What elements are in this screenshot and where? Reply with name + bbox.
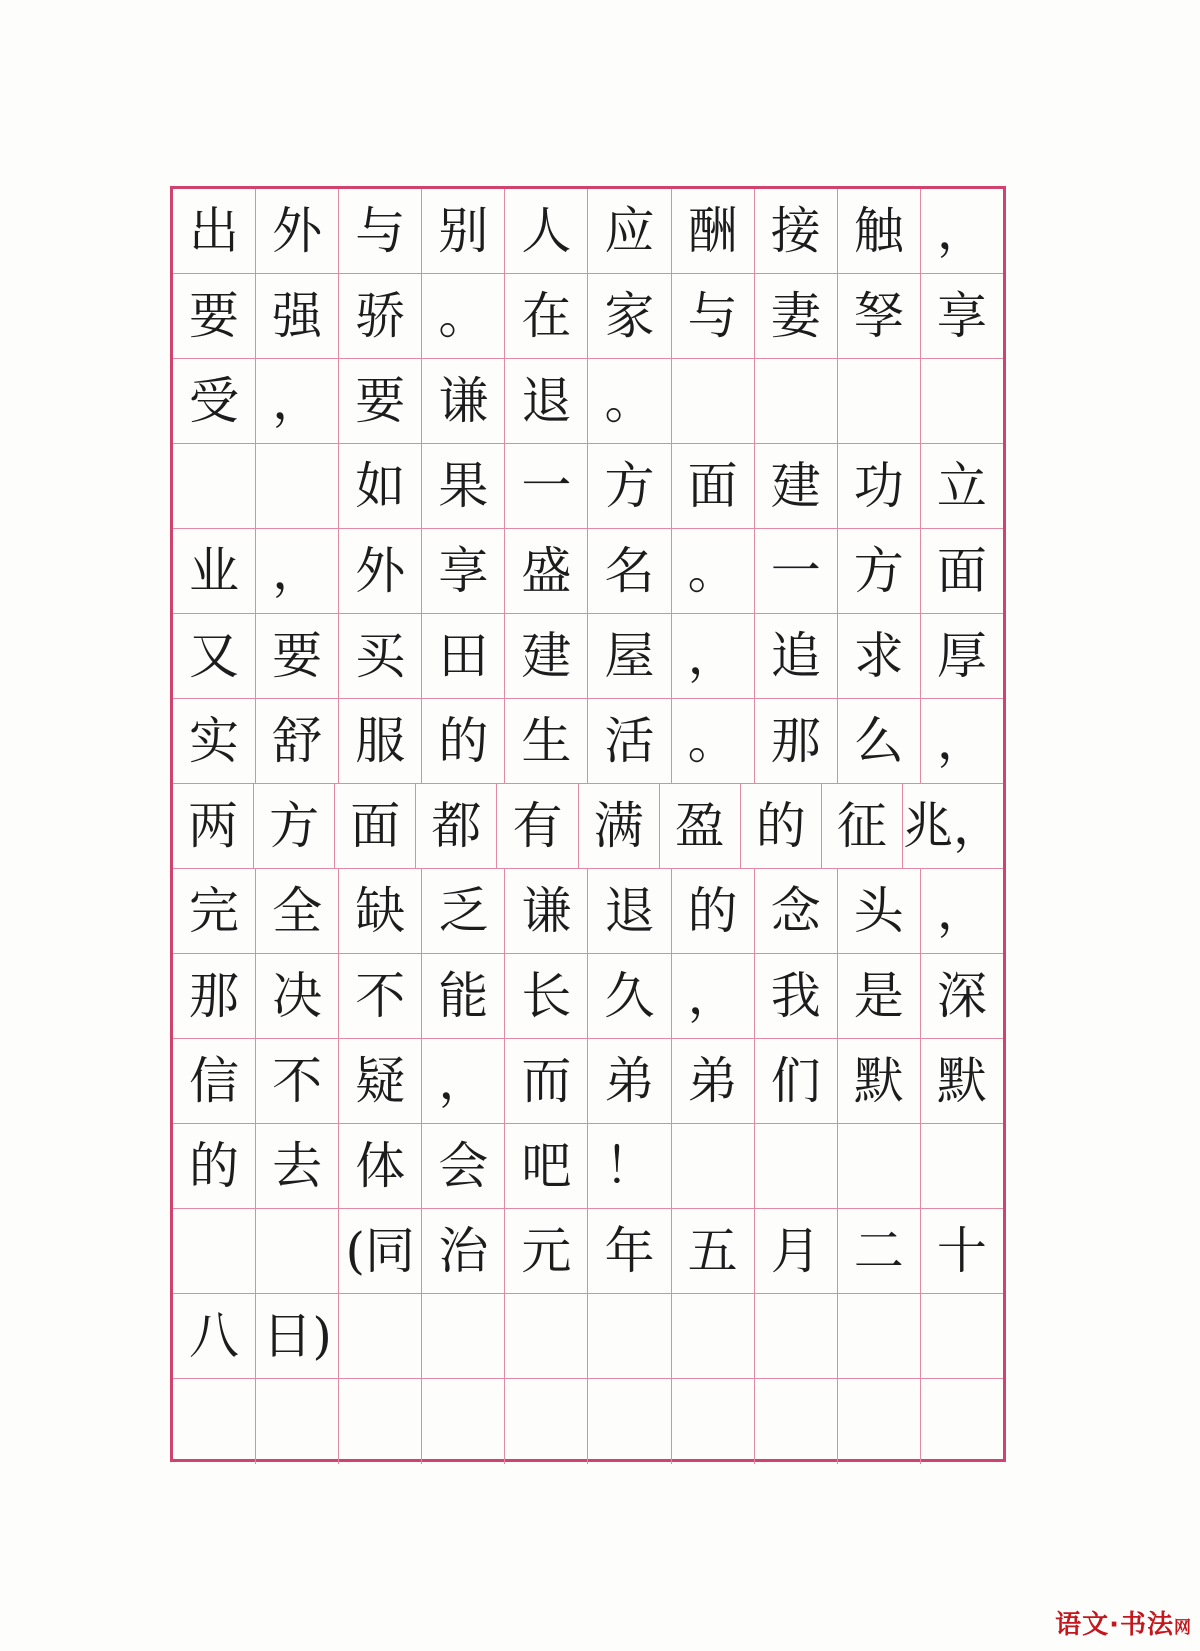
- grid-cell: 享: [936, 287, 987, 345]
- grid-cell: 要: [339, 359, 422, 443]
- grid-cell: 长: [505, 954, 588, 1038]
- grid-cell: 面: [936, 542, 987, 600]
- grid-cell: 方: [588, 444, 671, 528]
- grid-row: [173, 359, 1003, 444]
- site-watermark: [1055, 1604, 1192, 1641]
- grid-cell: 二: [838, 1209, 921, 1293]
- grid-cell: [173, 444, 256, 528]
- grid-cell: 月: [755, 1209, 838, 1293]
- grid-cell: [422, 1379, 505, 1464]
- grid-row: [173, 869, 1003, 954]
- grid-cell: [672, 1379, 755, 1464]
- grid-cell: 不: [256, 1039, 339, 1123]
- grid-cell: 面: [335, 784, 416, 868]
- grid-cell: (同: [339, 1209, 422, 1293]
- grid-cell: 满: [579, 784, 660, 868]
- watermark-suffix: 网: [1174, 1618, 1192, 1638]
- grid-cell: ，: [936, 202, 987, 260]
- grid-cell: 立: [936, 457, 987, 515]
- grid-row: [173, 274, 1003, 359]
- grid-cell: 。: [672, 699, 755, 783]
- grid-cell: 强: [256, 274, 339, 358]
- grid-cell: 接: [755, 189, 838, 273]
- grid-cell: 的: [422, 699, 505, 783]
- grid-cell: 要: [256, 614, 339, 698]
- grid-cell: 那: [755, 699, 838, 783]
- grid-cell: 的: [741, 784, 822, 868]
- grid-cell: 出: [173, 189, 256, 273]
- grid-cell: 信: [173, 1039, 256, 1123]
- grid-cell: 屋: [588, 614, 671, 698]
- grid-cell: ！: [588, 1124, 671, 1208]
- grid-cell: 弟: [672, 1039, 755, 1123]
- grid-cell: [755, 1294, 838, 1378]
- grid-cell: 。: [672, 529, 755, 613]
- grid-row: [173, 1209, 1003, 1294]
- grid-cell: 方: [838, 529, 921, 613]
- grid-cell: 活: [588, 699, 671, 783]
- grid-cell: 买: [339, 614, 422, 698]
- grid-cell: [921, 1294, 1003, 1378]
- grid-cell: 不: [339, 954, 422, 1038]
- grid-row: [173, 699, 1003, 784]
- grid-cell: 如: [339, 444, 422, 528]
- grid-cell: [505, 1294, 588, 1378]
- grid-cell: 吧: [505, 1124, 588, 1208]
- grid-cell: 服: [339, 699, 422, 783]
- grid-cell: 盛: [505, 529, 588, 613]
- grid-cell: 乏: [422, 869, 505, 953]
- grid-row: [173, 444, 1003, 529]
- grid-cell: [256, 1209, 339, 1293]
- grid-cell: 人: [505, 189, 588, 273]
- grid-cell: 酬: [672, 189, 755, 273]
- grid-cell: 盈: [660, 784, 741, 868]
- grid-cell: [588, 1379, 671, 1464]
- grid-cell: ，: [672, 614, 755, 698]
- grid-cell: 久: [588, 954, 671, 1038]
- grid-cell: 五: [672, 1209, 755, 1293]
- grid-cell: 我: [755, 954, 838, 1038]
- grid-cell: 有: [497, 784, 578, 868]
- grid-cell: 默: [838, 1039, 921, 1123]
- grid-cell: ，: [936, 712, 987, 770]
- grid-cell: 求: [838, 614, 921, 698]
- grid-cell: 们: [755, 1039, 838, 1123]
- grid-cell: ，: [256, 529, 339, 613]
- grid-cell: 别: [422, 189, 505, 273]
- grid-cell: 深: [936, 967, 987, 1025]
- grid-cell: 妻: [755, 274, 838, 358]
- grid-row: [173, 529, 1003, 614]
- grid-cell: 而: [505, 1039, 588, 1123]
- grid-cell: [921, 359, 1003, 443]
- grid-cell: [838, 1294, 921, 1378]
- grid-cell: 的: [672, 869, 755, 953]
- grid-cell: 。: [422, 274, 505, 358]
- grid-cell: ，: [672, 954, 755, 1038]
- grid-cell: 果: [422, 444, 505, 528]
- grid-cell: 应: [588, 189, 671, 273]
- grid-cell: 念: [755, 869, 838, 953]
- grid-cell: [838, 1379, 921, 1464]
- grid-cell: 默: [936, 1052, 987, 1110]
- grid-cell: 那: [173, 954, 256, 1038]
- grid-row: [173, 1039, 1003, 1124]
- grid-cell: 建: [755, 444, 838, 528]
- grid-cell: 。: [588, 359, 671, 443]
- grid-cell: [921, 1124, 1003, 1208]
- grid-cell: 退: [588, 869, 671, 953]
- grid-cell: 一: [505, 444, 588, 528]
- grid-cell: 的: [173, 1124, 256, 1208]
- grid-cell: 功: [838, 444, 921, 528]
- grid-cell: 生: [505, 699, 588, 783]
- grid-cell: 建: [505, 614, 588, 698]
- grid-cell: 退: [505, 359, 588, 443]
- grid-cell: 十: [936, 1222, 987, 1280]
- grid-cell: 舒: [256, 699, 339, 783]
- manuscript-grid: [170, 186, 1006, 1462]
- grid-cell: 年: [588, 1209, 671, 1293]
- grid-cell: [173, 1379, 256, 1464]
- grid-cell: [588, 1294, 671, 1378]
- grid-cell: [173, 1209, 256, 1293]
- grid-row: [173, 614, 1003, 699]
- grid-cell: 体: [339, 1124, 422, 1208]
- grid-cell: [672, 359, 755, 443]
- grid-cell: [339, 1294, 422, 1378]
- grid-row: [173, 784, 1003, 869]
- grid-cell: 外: [339, 529, 422, 613]
- grid-cell: ，: [422, 1039, 505, 1123]
- grid-cell: [422, 1294, 505, 1378]
- grid-cell: [755, 1124, 838, 1208]
- grid-cell: ，: [936, 882, 987, 940]
- grid-cell: 兆，: [902, 797, 1003, 855]
- grid-cell: [339, 1379, 422, 1464]
- grid-cell: [672, 1124, 755, 1208]
- grid-cell: 面: [672, 444, 755, 528]
- grid-cell: 日): [256, 1294, 339, 1378]
- grid-cell: 追: [755, 614, 838, 698]
- grid-cell: 触: [838, 189, 921, 273]
- grid-cell: 会: [422, 1124, 505, 1208]
- grid-cell: [755, 359, 838, 443]
- grid-cell: 家: [588, 274, 671, 358]
- grid-cell: 与: [339, 189, 422, 273]
- grid-cell: 享: [422, 529, 505, 613]
- grid-cell: 谦: [422, 359, 505, 443]
- grid-cell: 么: [838, 699, 921, 783]
- grid-cell: [256, 444, 339, 528]
- grid-cell: 谦: [505, 869, 588, 953]
- grid-cell: 外: [256, 189, 339, 273]
- grid-row: [173, 189, 1003, 274]
- grid-cell: 元: [505, 1209, 588, 1293]
- grid-cell: 田: [422, 614, 505, 698]
- grid-cell: 治: [422, 1209, 505, 1293]
- grid-row: [173, 1124, 1003, 1209]
- grid-cell: 能: [422, 954, 505, 1038]
- grid-cell: 名: [588, 529, 671, 613]
- grid-cell: 厚: [936, 627, 987, 685]
- grid-cell: 弟: [588, 1039, 671, 1123]
- grid-cell: 征: [822, 784, 903, 868]
- grid-row: [173, 1379, 1003, 1464]
- grid-cell: 决: [256, 954, 339, 1038]
- grid-cell: 业: [173, 529, 256, 613]
- grid-cell: [838, 1124, 921, 1208]
- grid-cell: 去: [256, 1124, 339, 1208]
- grid-cell: 与: [672, 274, 755, 358]
- grid-cell: 方: [254, 784, 335, 868]
- watermark-main: 语文·书法: [1055, 1610, 1174, 1640]
- grid-cell: 受: [173, 359, 256, 443]
- grid-cell: 又: [173, 614, 256, 698]
- grid-cell: [256, 1379, 339, 1464]
- grid-cell: 孥: [838, 274, 921, 358]
- grid-cell: 全: [256, 869, 339, 953]
- grid-cell: 缺: [339, 869, 422, 953]
- grid-cell: 完: [173, 869, 256, 953]
- grid-cell: [921, 1379, 1003, 1464]
- grid-cell: 是: [838, 954, 921, 1038]
- grid-cell: 都: [416, 784, 497, 868]
- grid-cell: 疑: [339, 1039, 422, 1123]
- grid-cell: [672, 1294, 755, 1378]
- grid-cell: 实: [173, 699, 256, 783]
- grid-cell: 要: [173, 274, 256, 358]
- grid-row: [173, 954, 1003, 1039]
- grid-cell: [838, 359, 921, 443]
- grid-cell: 在: [505, 274, 588, 358]
- grid-cell: 骄: [339, 274, 422, 358]
- grid-cell: ，: [256, 359, 339, 443]
- grid-cell: [755, 1379, 838, 1464]
- grid-cell: 八: [173, 1294, 256, 1378]
- grid-cell: 两: [173, 784, 254, 868]
- grid-cell: [505, 1379, 588, 1464]
- grid-row: [173, 1294, 1003, 1379]
- grid-cell: 头: [838, 869, 921, 953]
- grid-cell: 一: [755, 529, 838, 613]
